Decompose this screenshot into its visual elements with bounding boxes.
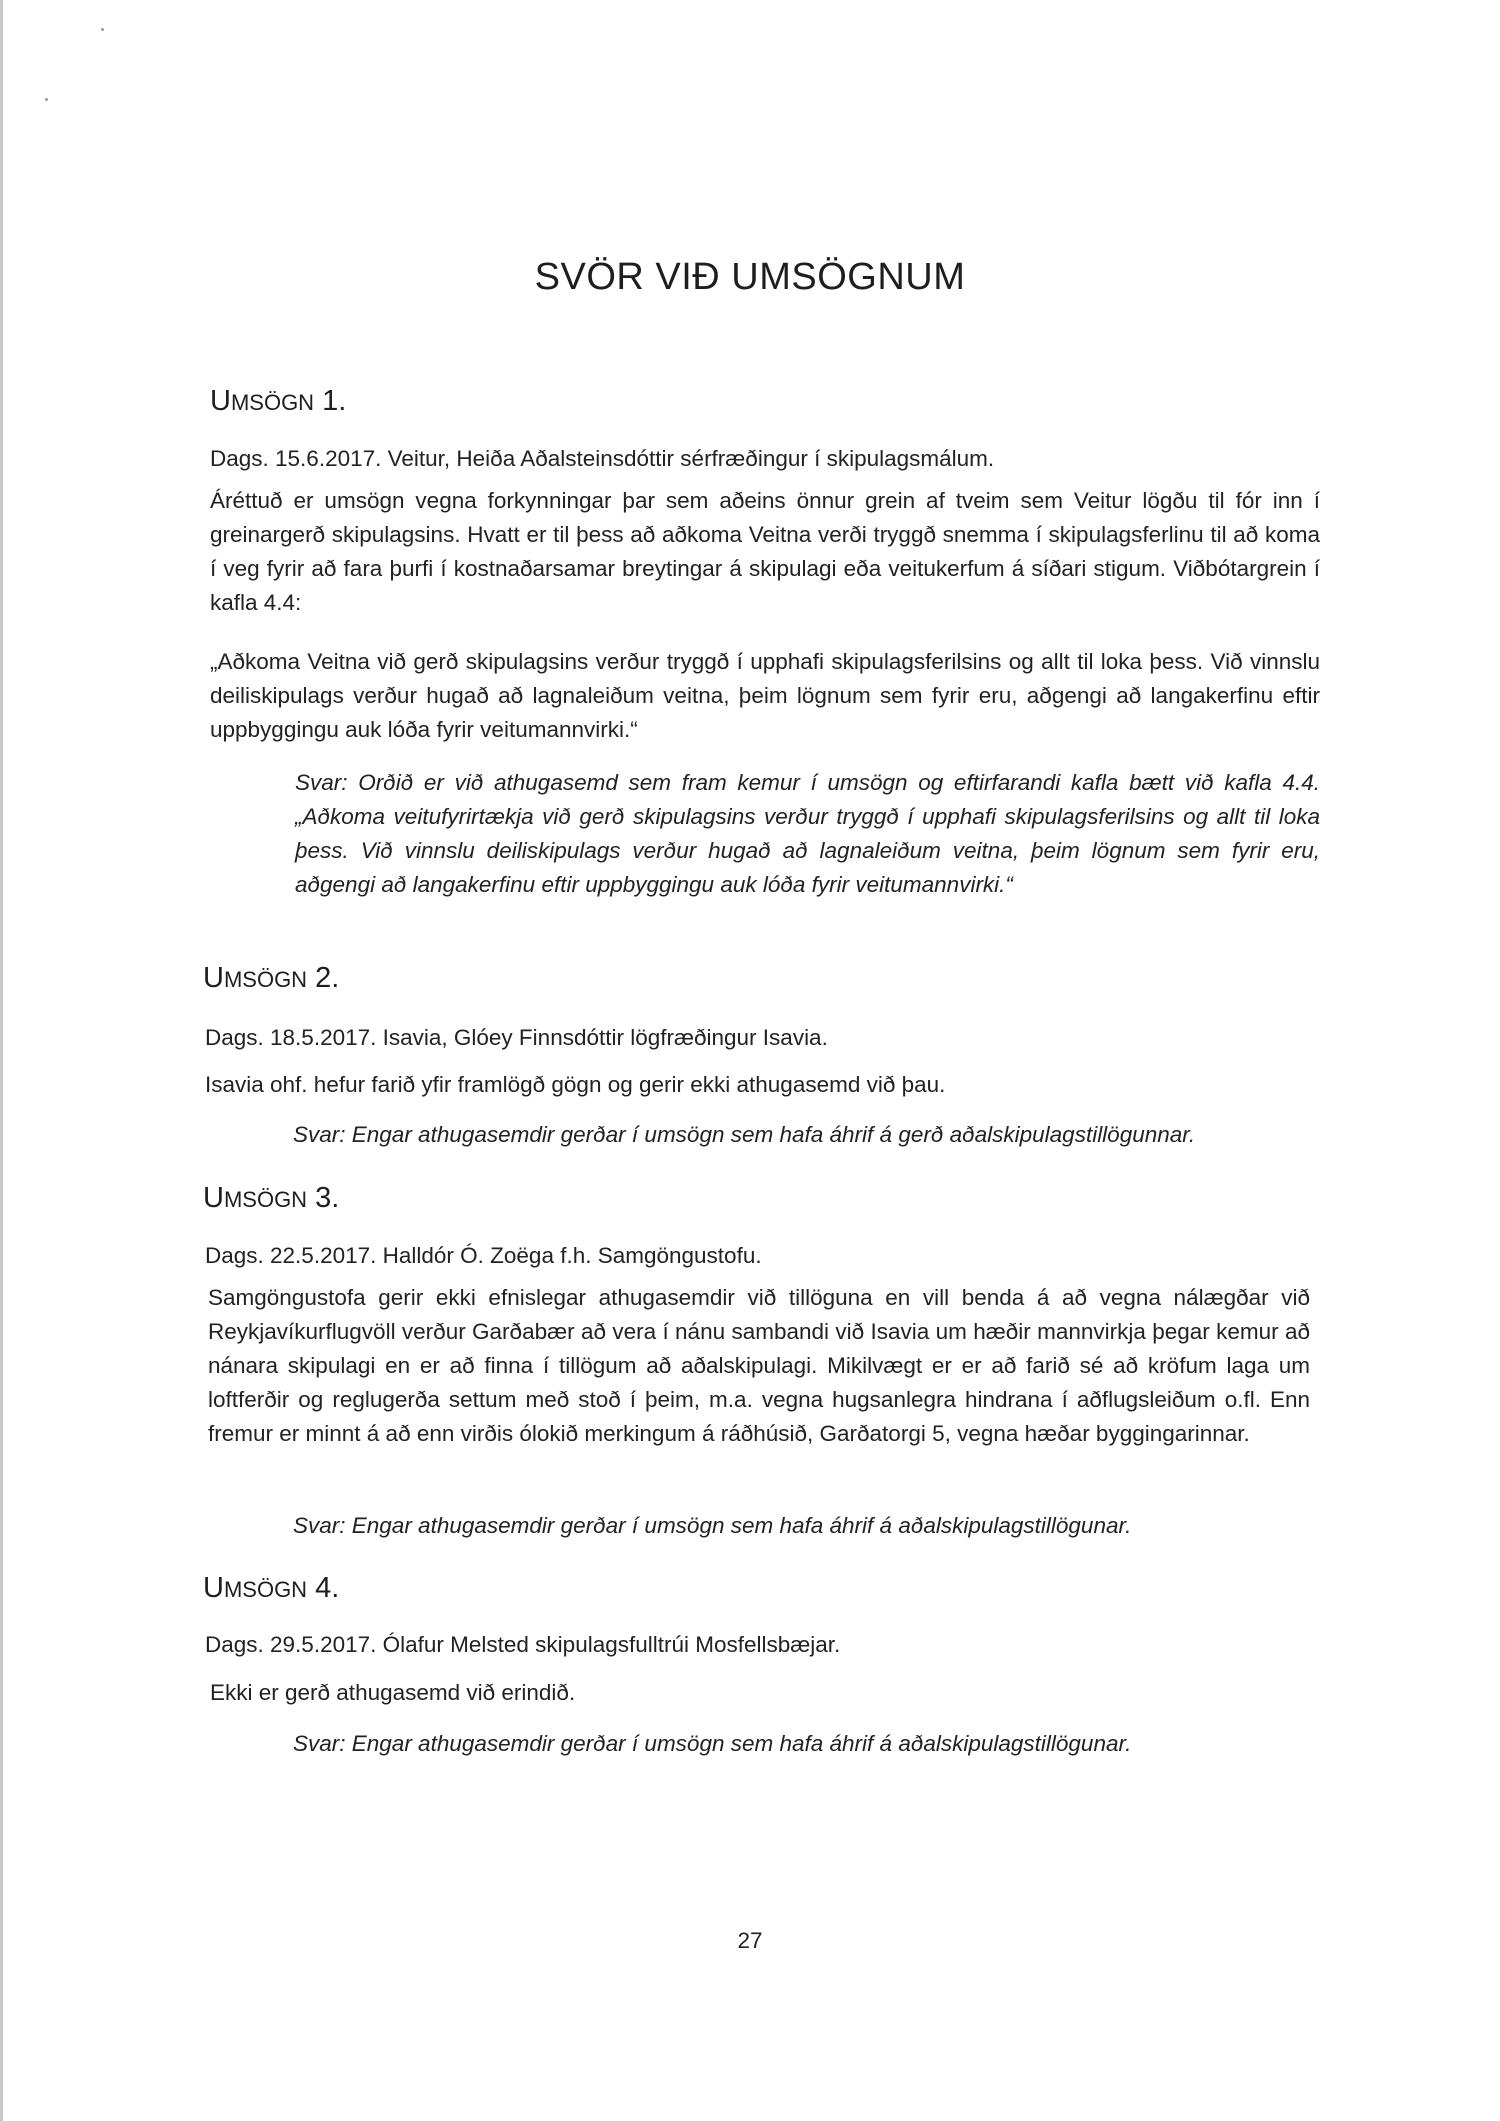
section-1-quote: „Aðkoma Veitna við gerð skipulagsins verður tryggð í upphafi skipulagsferilsins og allt til loka þess. Við vinnslu deiliskipulags verður hugað að lagnaleiðum veitna, þeim lögnum sem fyrir eru, aðgengi að langakerfinu eftir uppbyggingu auk lóða fyrir veitumannvirki.“ [210, 649, 1320, 742]
section-3-date-line: Dags. 22.5.2017. Halldór Ó. Zoëga f.h. Samgöngustofu. [205, 1243, 762, 1268]
section-heading-3: UMSÖGN 3. [203, 1182, 340, 1214]
section-heading-1: UMSÖGN 1. [210, 385, 347, 417]
section-3-answer: Svar: Engar athugasemdir gerðar í umsögn sem hafa áhrif á aðalskipulagstillögunar. [293, 1513, 1132, 1538]
scan-speck [45, 98, 48, 101]
page-number: 27 [737, 1928, 763, 1953]
section-heading-4: UMSÖGN 4. [203, 1572, 340, 1604]
section-2-body: Isavia ohf. hefur farið yfir framlögð gögn og gerir ekki athugasemd við þau. [205, 1072, 946, 1097]
section-heading-2: UMSÖGN 2. [203, 962, 340, 994]
section-3-body: Samgöngustofa gerir ekki efnislegar athugasemdir við tillöguna en vill benda á að vegna nálægðar við Reykjavíkurflugvöll verður Garðabær að vera í nánu sambandi við Isavia um hæðir mannvirkja þegar kemur að nánara skipulagi en er að finna í tillögum að aðalskipulagi. Mikilvægt er er að farið sé að kröfum laga um loftferðir og reglugerða settum með stoð í þeim, m.a. vegna hugsanlegra hindrana í aðflugsleiðum o.fl. Enn fremur er minnt á að enn virðis ólokið merkingum á ráðhúsið, Garðatorgi 5, vegna hæðar byggingarinnar. [208, 1285, 1310, 1446]
scan-edge [0, 0, 3, 2121]
section-1-answer: Svar: Orðið er við athugasemd sem fram kemur í umsögn og eftirfarandi kafla bætt við kafla 4.4. „Aðkoma veitufyrirtækja við gerð skipulagsins verður tryggð í upphafi skipulagsferilsins og allt til loka þess. Við vinnslu deiliskipulags verður hugað að lagnaleiðum veitna, þeim lögnum sem fyrir eru, aðgengi að langakerfinu eftir uppbyggingu auk lóða fyrir veitumannvirki.“ [295, 770, 1320, 897]
section-1-body: Áréttuð er umsögn vegna forkynningar þar sem aðeins önnur grein af tveim sem Veitur lögðu til fór inn í greinargerð skipulagsins. Hvatt er til þess að aðkoma Veitna verði tryggð snemma í skipulagsferlinu til að koma í veg fyrir að fara þurfi í kostnaðarsamar breytingar á skipulagi eða veitukerfum á síðari stigum. Viðbótargrein í kafla 4.4: [210, 488, 1320, 615]
section-2-answer: Svar: Engar athugasemdir gerðar í umsögn sem hafa áhrif á gerð aðalskipulagstillögunnar. [293, 1122, 1196, 1147]
section-4-body: Ekki er gerð athugasemd við erindið. [210, 1680, 576, 1705]
section-4-date-line: Dags. 29.5.2017. Ólafur Melsted skipulagsfulltrúi Mosfellsbæjar. [205, 1632, 841, 1657]
section-2-date-line: Dags. 18.5.2017. Isavia, Glóey Finnsdóttir lögfræðingur Isavia. [205, 1025, 828, 1050]
scan-speck [101, 28, 104, 31]
section-4-answer: Svar: Engar athugasemdir gerðar í umsögn sem hafa áhrif á aðalskipulagstillögunar. [293, 1731, 1132, 1756]
page-title: SVÖR VIÐ UMSÖGNUM [534, 256, 966, 298]
section-1-date-line: Dags. 15.6.2017. Veitur, Heiða Aðalsteinsdóttir sérfræðingur í skipulagsmálum. [210, 446, 995, 471]
